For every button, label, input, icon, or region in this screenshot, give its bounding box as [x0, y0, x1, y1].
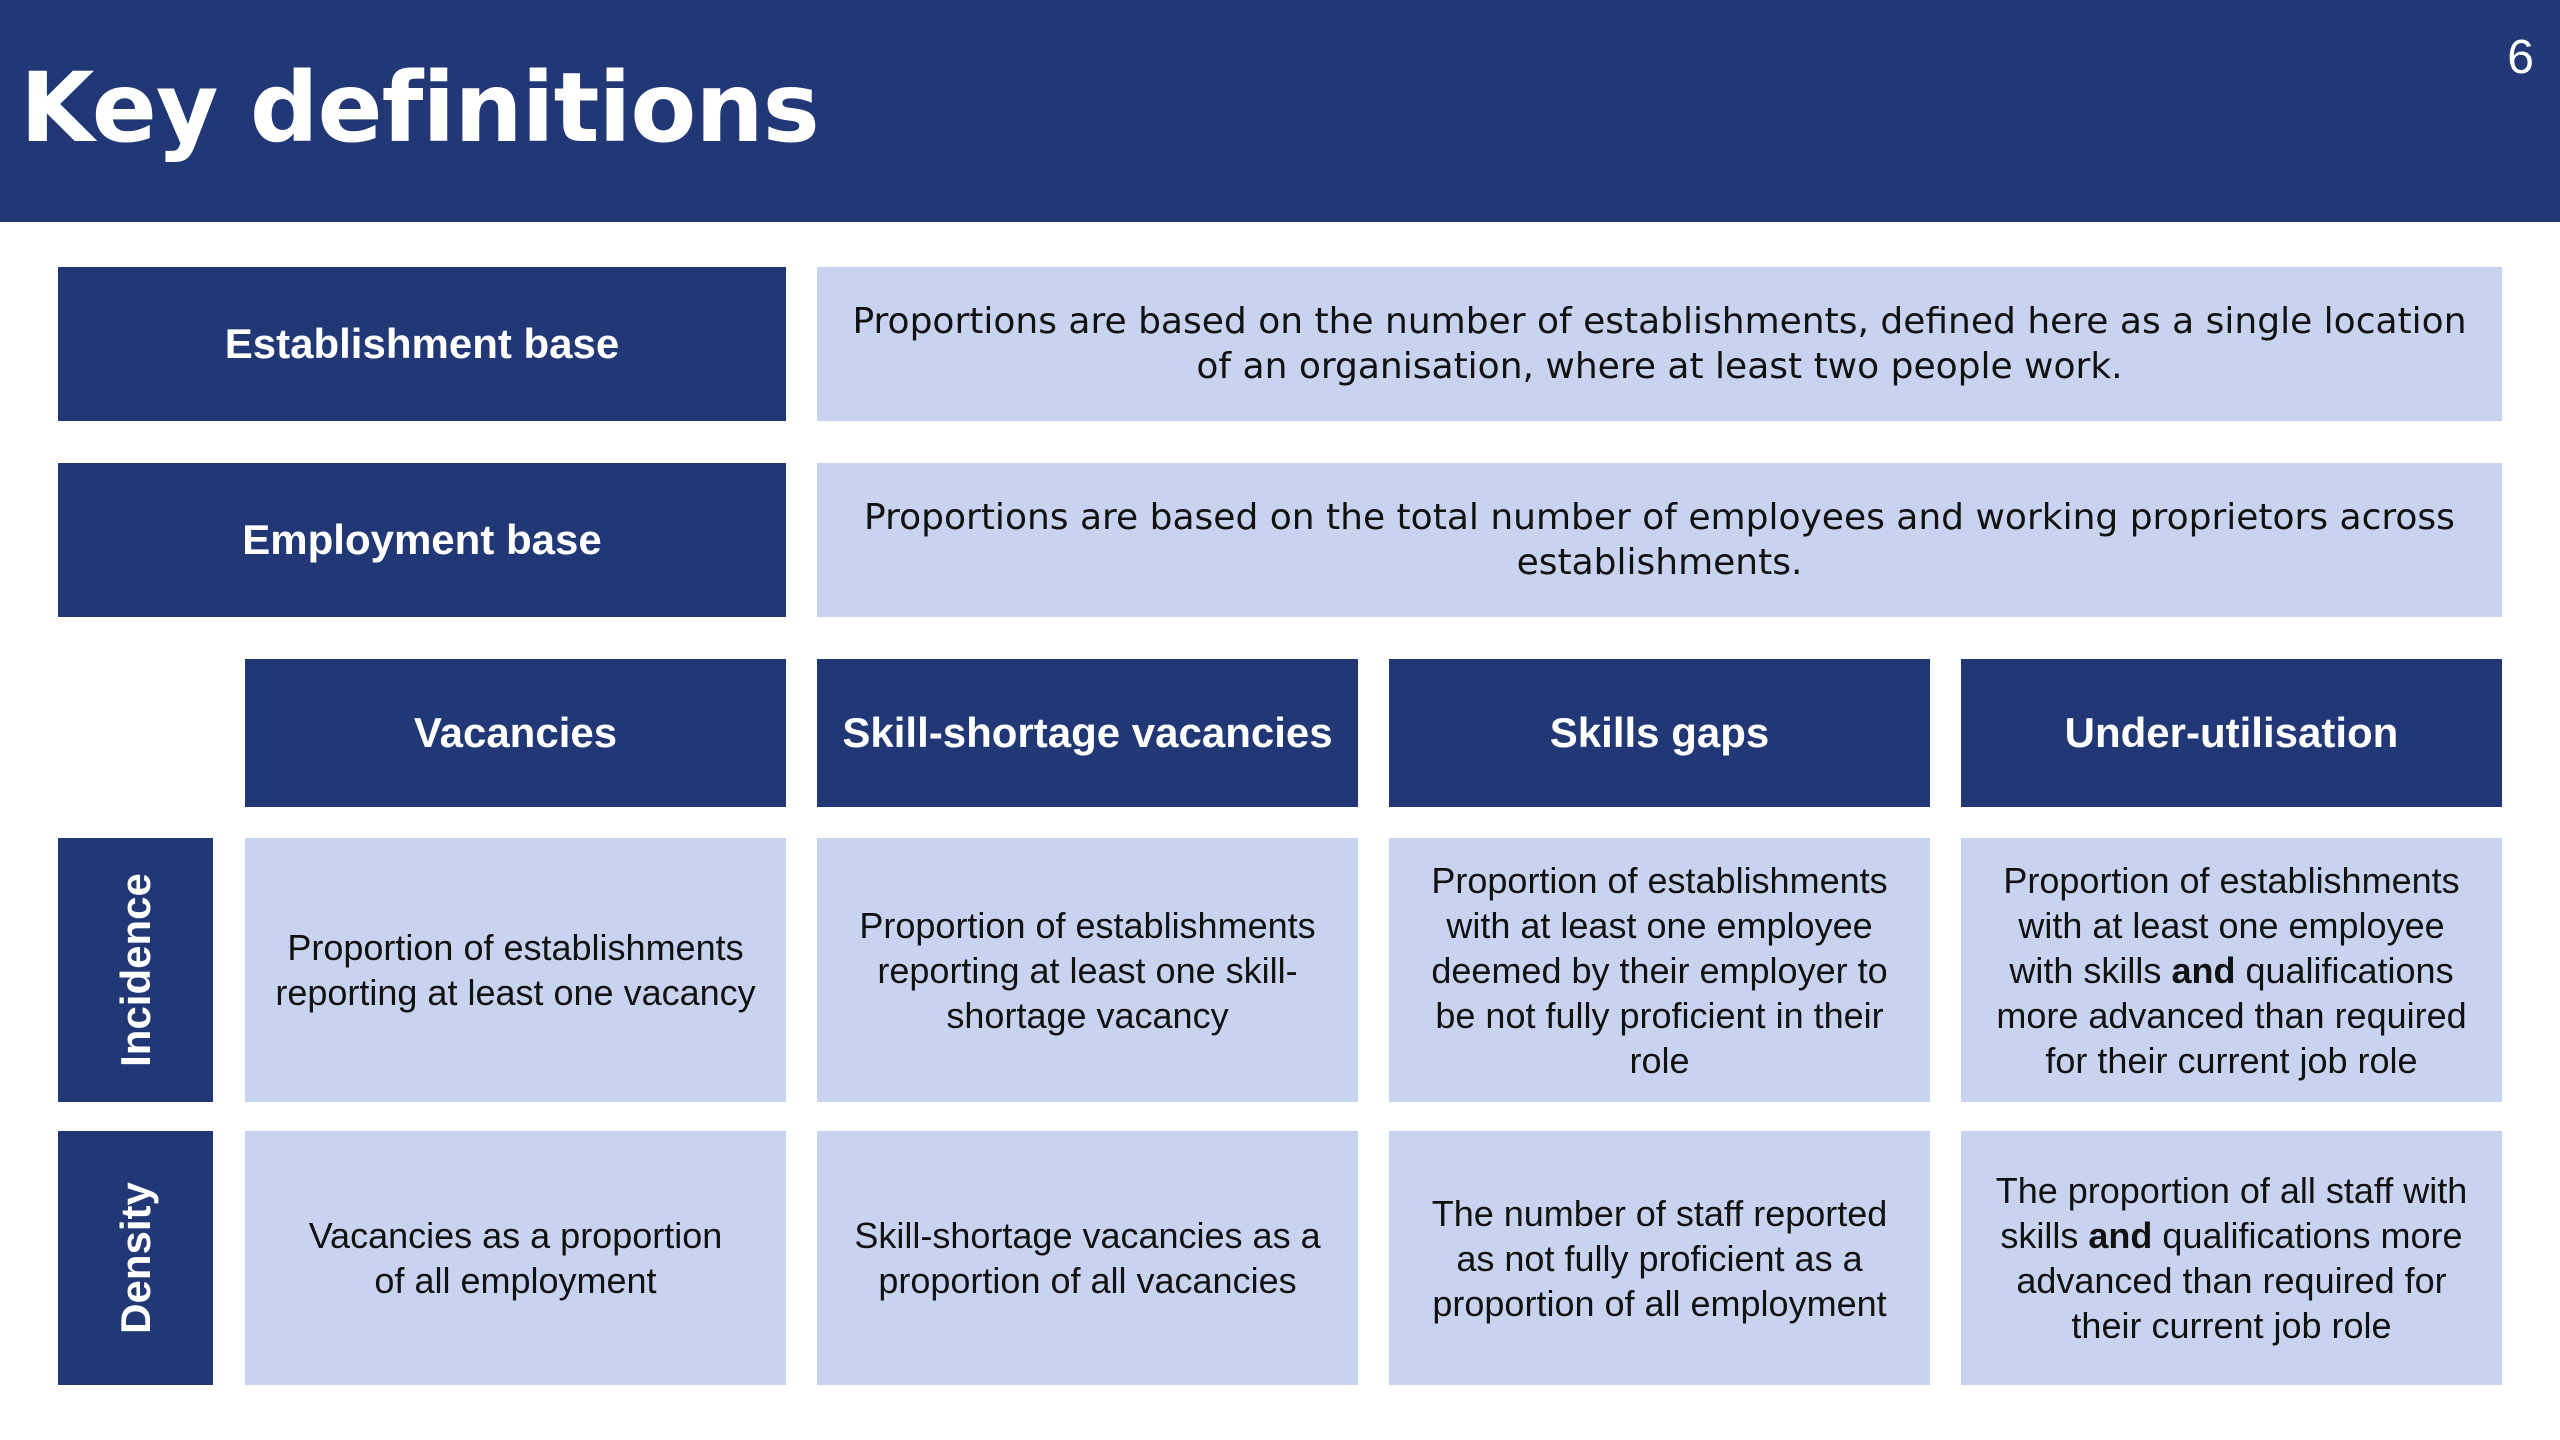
- incidence-skill-shortage-vacancies-cell: Proportion of establishments reporting at least one skill- shortage vacancy: [817, 838, 1358, 1102]
- density-under-utilisation-text: The proportion of all staff with skills and qualifications more advanced than required for their current job role: [1995, 1170, 2468, 1346]
- column-header-vacancies: Vacancies: [245, 659, 786, 807]
- row-label-incidence-text: Incidence: [111, 873, 159, 1067]
- establishment-base-label: Establishment base: [58, 267, 786, 421]
- column-header-under-utilisation: Under-utilisation: [1961, 659, 2502, 807]
- density-skills-gaps-cell: The number of staff reported as not fully proficient as a proportion of all employment: [1389, 1131, 1930, 1385]
- row-label-incidence: [58, 838, 213, 1102]
- incidence-under-utilisation-cell: [1961, 838, 2502, 1102]
- density-vacancies-cell: Vacancies as a proportion of all employment: [245, 1131, 786, 1385]
- row-label-density: [58, 1131, 213, 1385]
- page-title: Key definitions: [20, 52, 819, 164]
- incidence-skills-gaps-cell: Proportion of establishments with at least one employee deemed by their employer to be not fully proficient in their role: [1389, 838, 1930, 1102]
- employment-base-description: Proportions are based on the total number of employees and working proprietors across establishments.: [817, 463, 2502, 617]
- establishment-base-description: Proportions are based on the number of establishments, defined here as a single location of an organisation, where at least two people work.: [817, 267, 2502, 421]
- employment-base-label: Employment base: [58, 463, 786, 617]
- density-skill-shortage-vacancies-cell: Skill-shortage vacancies as a proportion of all vacancies: [817, 1131, 1358, 1385]
- density-under-utilisation-cell: [1961, 1131, 2502, 1385]
- incidence-under-utilisation-text: Proportion of establishments with at least one employee with skills and qualifications more advanced than required for their current job role: [1996, 859, 2467, 1081]
- header-bar: [0, 0, 2560, 222]
- incidence-vacancies-cell: Proportion of establishments reporting at least one vacancy: [245, 838, 786, 1102]
- column-header-skills-gaps: Skills gaps: [1389, 659, 1930, 807]
- page-number: 6: [2507, 31, 2534, 84]
- row-label-density-text: Density: [111, 1182, 159, 1334]
- column-header-skill-shortage-vacancies: Skill-shortage vacancies: [817, 659, 1358, 807]
